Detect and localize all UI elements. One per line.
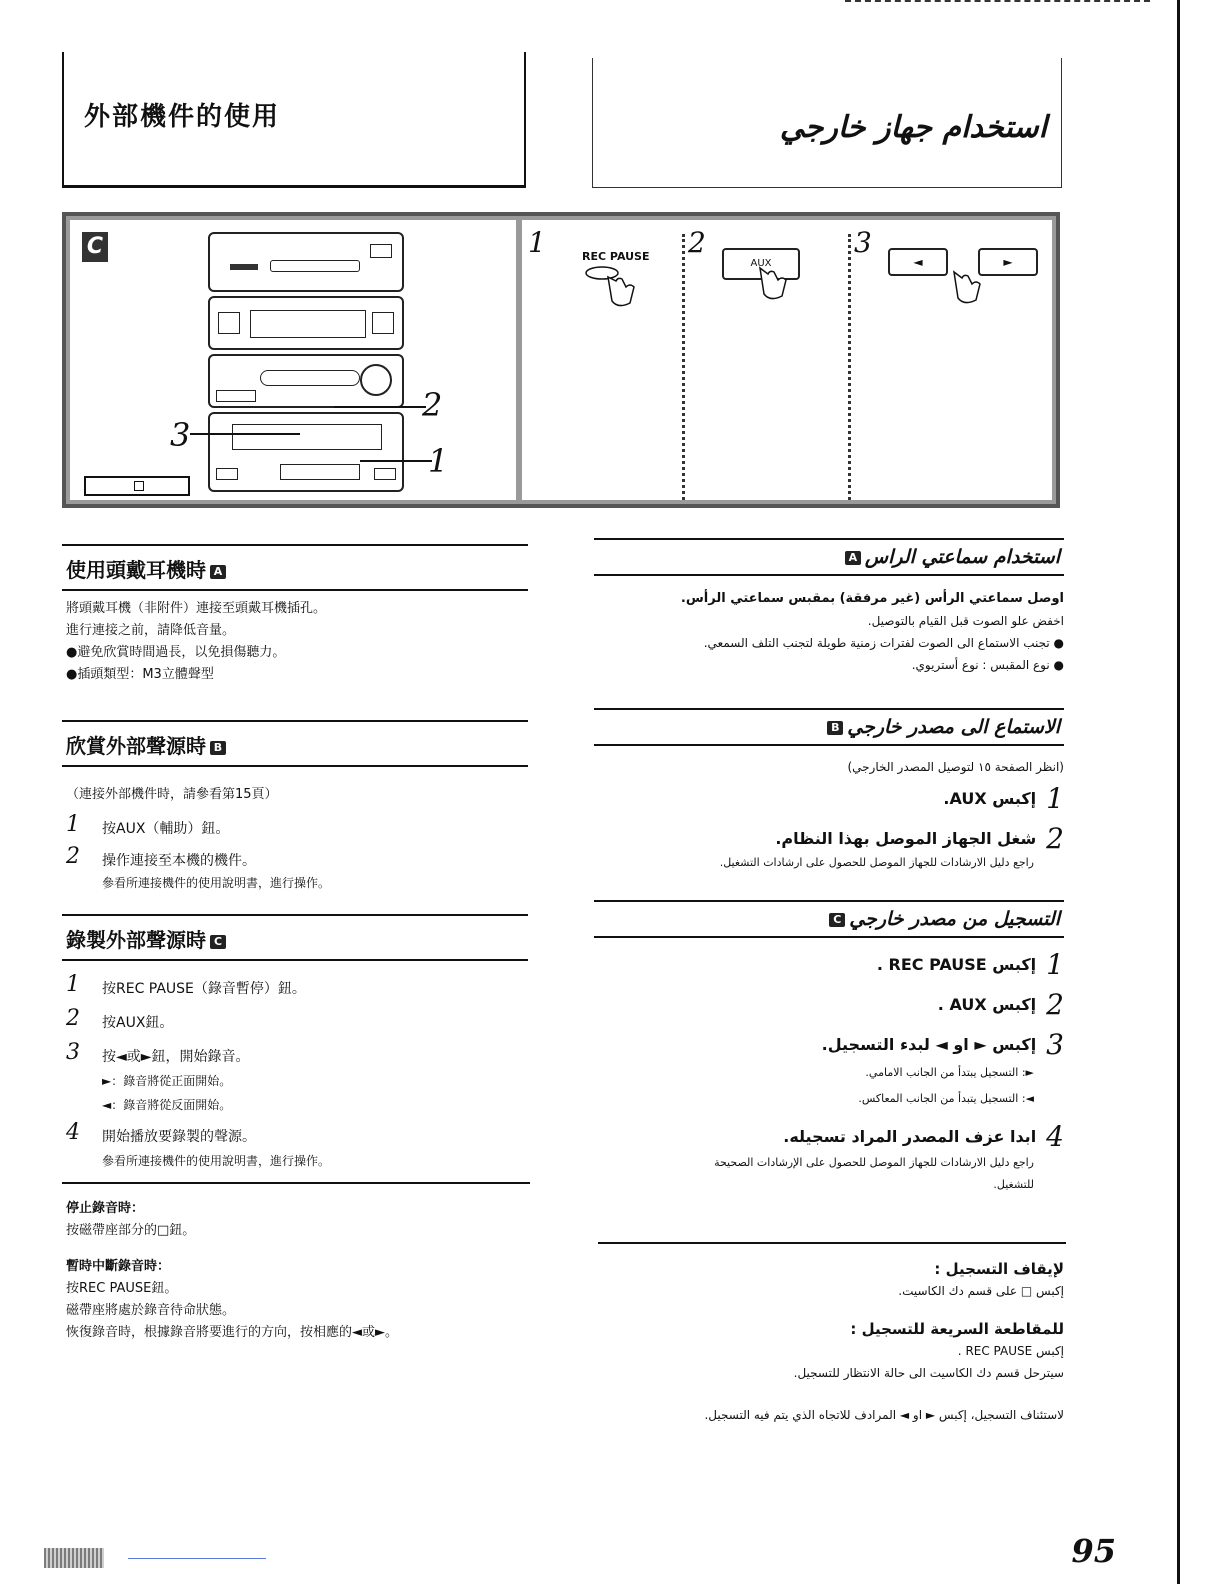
step-divider-1 <box>682 234 685 500</box>
step-divider-2 <box>848 234 851 500</box>
ar-record-step-4: 4ابدا عزف المصدر المراد تسجيله. <box>783 1120 1064 1153</box>
section-badge: A <box>845 551 861 565</box>
illus-step-1: 1 <box>528 226 546 259</box>
ar-headphones-heading: استخدام سماعتي الراسA <box>594 538 1064 576</box>
ar-pause-note: للمقاطعة السريعة للتسجيل : إكبس REC PAUSE . سيترحل قسم دك الكاسيت الى حالة الانتظار للتسجيل. <box>793 1320 1064 1380</box>
ar-listen-heading: الاستماع الى مصدر خارجيB <box>594 708 1064 746</box>
zh-headphones-heading: 使用頭戴耳機時 A <box>62 544 528 591</box>
illus-step-3: 3 <box>854 226 872 259</box>
page-number: 95 <box>1071 1532 1116 1570</box>
zh-stop-note: 停止錄音時： 按磁帶座部分的□鈕。 <box>66 1201 196 1238</box>
rec-pause-key-drawing <box>582 250 649 315</box>
section-badge: C <box>210 935 226 949</box>
zh-listen-heading: 欣賞外部聲源時 B <box>62 720 528 767</box>
footer-blue-line <box>128 1558 266 1559</box>
ar-record-step-3-sub-2: ◄: التسجيل يتبدأ من الجانب المعاكس. <box>858 1092 1034 1105</box>
callout-3: 3 <box>170 416 191 454</box>
stop-key-drawing <box>84 476 190 496</box>
ar-resume-note: لاستئناف التسجيل، إكبس ► او ◄ المرادف للاتجاه الذي يتم فيه التسجيل. <box>704 1408 1064 1422</box>
zh-record-heading: 錄製外部聲源時 C <box>62 914 528 961</box>
zh-divider <box>62 1182 530 1184</box>
ar-listen-step-1: 1إكبس AUX. <box>943 782 1064 815</box>
ar-divider <box>598 1242 1066 1244</box>
forward-key-drawing: ► <box>978 248 1038 276</box>
section-c-badge: C <box>82 232 108 262</box>
cassette-unit-drawing <box>208 412 404 492</box>
ar-record-step-4-sub-1: راجع دليل الارشادات للجهاز الموصل للحصول على الإرشادات الصحيحة <box>714 1156 1034 1169</box>
rec-pause-label: REC PAUSE <box>582 250 650 263</box>
callout-line-2 <box>334 406 426 408</box>
callout-line-1 <box>360 460 432 462</box>
section-badge: C <box>829 913 845 927</box>
hand-pointer-icon <box>752 266 792 306</box>
zh-record-step-3-sub-1: ►：錄音將從正面開始。 <box>102 1074 232 1088</box>
ar-record-step-3-sub-1: ►: التسجيل يبتدأ من الجانب الامامي. <box>865 1066 1034 1079</box>
steps-illustration <box>522 220 1052 500</box>
title-box-chinese <box>62 52 526 188</box>
ar-listen-step-2-sub: راجع دليل الارشادات للجهاز الموصل للحصول على ارشادات التشغيل. <box>719 856 1034 869</box>
zh-headphones-body: 將頭戴耳機（非附件）連接至頭戴耳機插孔。 進行連接之前，請降低音量。 ●避免欣賞時間過長，以免損傷聽力。 ●插頭類型：M3立體聲型 <box>66 601 327 682</box>
ar-record-step-3: 3إكبس ► او ◄ لبدء التسجيل. <box>821 1028 1064 1061</box>
top-dashed-rule <box>845 0 1150 2</box>
section-badge: B <box>210 741 226 755</box>
rewind-key-drawing: ◄ <box>888 248 948 276</box>
ar-stop-note: لإيقاف التسجيل : إكبس □ على قسم دك الكاسيت. <box>898 1260 1064 1298</box>
callout-line-3 <box>190 433 300 435</box>
stereo-illustration <box>70 220 516 500</box>
page-title-zh: 外部機件的使用 <box>84 102 281 132</box>
title-box-arabic <box>592 58 1062 188</box>
ar-record-step-2: 2إكبس AUX . <box>937 988 1064 1021</box>
page-edge-line <box>1177 0 1180 1584</box>
illustration-panel <box>62 212 1060 508</box>
ar-record-heading: التسجيل من مصدر خارجيC <box>594 900 1064 938</box>
ar-listen-step-2: 2شغل الجهاز الموصل بهذا النظام. <box>775 822 1064 855</box>
illus-step-2: 2 <box>688 226 706 259</box>
section-badge: A <box>210 565 226 579</box>
ar-listen-note: (انظر الصفحة ١٥ لتوصيل المصدر الخارجي) <box>847 760 1064 774</box>
zh-pause-note: 暫時中斷錄音時： 按REC PAUSE鈕。 磁帶座將處於錄音待命狀態。 恢復錄音時，根據錄音將要進行的方向，按相應的◄或►。 <box>66 1259 398 1340</box>
aux-key-drawing: AUX <box>722 248 800 280</box>
ar-record-step-4-sub-2: للتشغيل. <box>993 1178 1034 1191</box>
ar-headphones-body: اوصل سماعتي الرأس (غير مرفقة) بمقبس سماعتي الرأس. اخفض علو الصوت قبل القيام بالتوصيل. ● تجنب الاستماع الى الصوت لفترات زمنية طويلة لتجنب التلف السمعي. ● نوع المقبس : نوع أستريوي. <box>680 591 1064 672</box>
cd-unit-drawing <box>208 232 404 292</box>
scan-smudge <box>44 1548 104 1568</box>
ar-record-step-1: 1إكبس REC PAUSE . <box>876 948 1064 981</box>
page-title-ar: استخدام جهاز خارجي <box>779 110 1047 145</box>
callout-1: 1 <box>428 442 449 480</box>
tuner-unit-drawing <box>208 296 404 350</box>
zh-record-step-3-sub-2: ◄：錄音將從反面開始。 <box>102 1098 232 1112</box>
callout-2: 2 <box>422 386 443 424</box>
zh-listen-step-2-sub: 參看所連接機件的使用說明書，進行操作。 <box>102 876 331 890</box>
amp-unit-drawing <box>208 354 404 408</box>
section-badge: B <box>827 721 843 735</box>
zh-listen-note: （連接外部機件時，請參看第15頁） <box>66 787 278 802</box>
hand-pointer-icon <box>582 263 642 311</box>
zh-record-step-4-sub: 參看所連接機件的使用說明書，進行操作。 <box>102 1154 331 1168</box>
hand-pointer-icon <box>946 270 986 310</box>
